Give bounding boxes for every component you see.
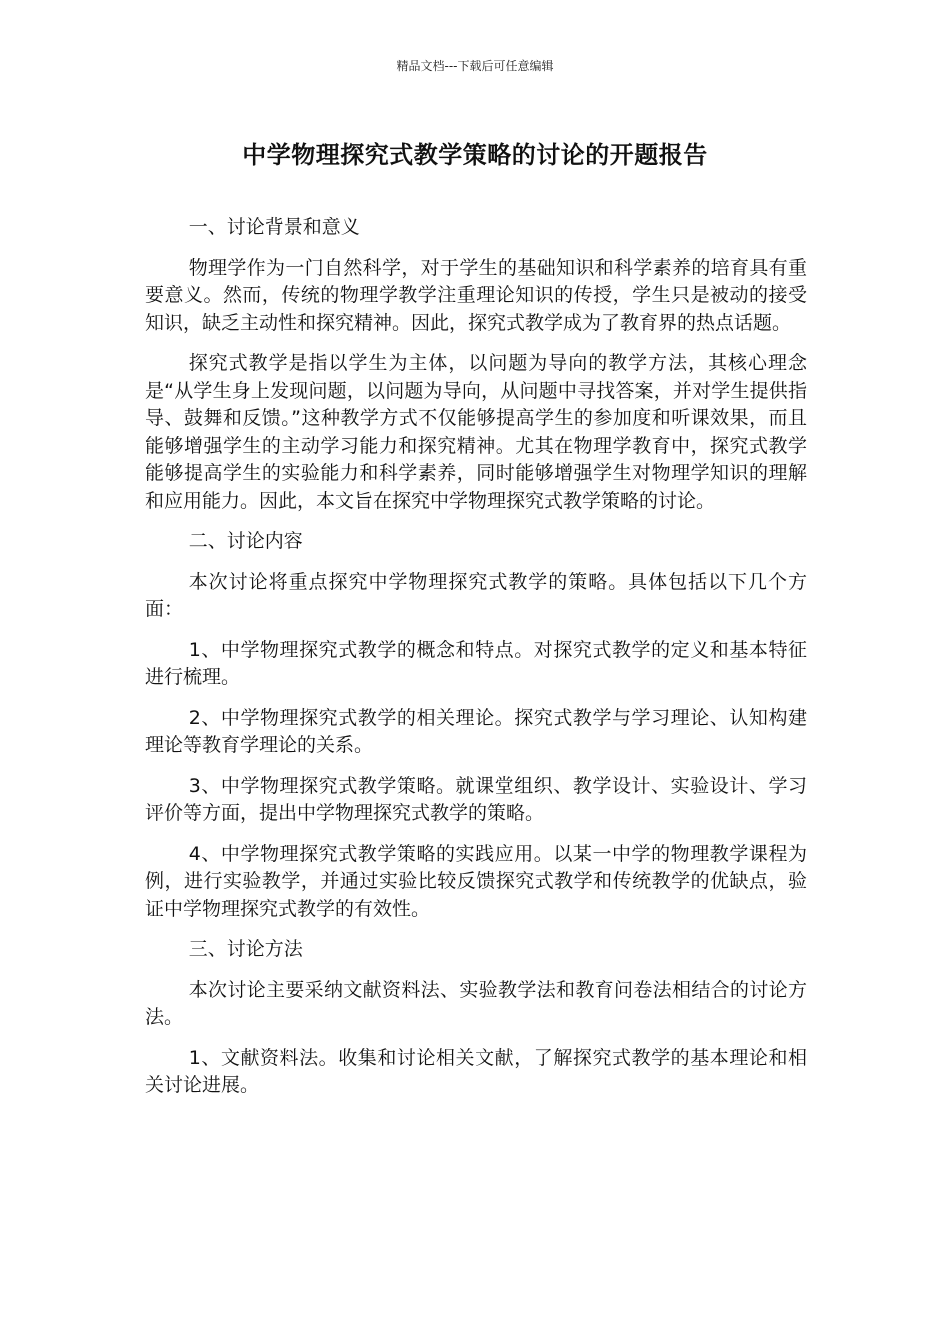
paragraph-methods-intro: 本次讨论主要采纳文献资料法、实验教学法和教育问卷法相结合的讨论方法。 bbox=[145, 978, 807, 1028]
section-heading-background: 一、讨论背景和意义 bbox=[188, 216, 360, 238]
document-body bbox=[145, 214, 807, 1113]
section-heading-content: 二、讨论内容 bbox=[188, 530, 303, 552]
list-item-methods-1: 1、文献资料法。收集和讨论相关文献，了解探究式教学的基本理论和相关讨论进展。 bbox=[145, 1046, 807, 1096]
list-item-content-1: 1、中学物理探究式教学的概念和特点。对探究式教学的定义和基本特征进行梳理。 bbox=[145, 638, 807, 688]
paragraph-content-intro: 本次讨论将重点探究中学物理探究式教学的策略。具体包括以下几个方面： bbox=[145, 570, 807, 620]
list-item-content-3: 3、中学物理探究式教学策略。就课堂组织、教学设计、实验设计、学习评价等方面，提出中学物理探究式教学的策略。 bbox=[145, 774, 807, 824]
list-item-content-4: 4、中学物理探究式教学策略的实践应用。以某一中学的物理教学课程为例，进行实验教学，并通过实验比较反馈探究式教学和传统教学的优缺点，验证中学物理探究式教学的有效性。 bbox=[145, 842, 807, 920]
paragraph-background-1: 物理学作为一门自然科学，对于学生的基础知识和科学素养的培育具有重要意义。然而，传统的物理学教学注重理论知识的传授，学生只是被动的接受知识，缺乏主动性和探究精神。因此，探究式教学成为了教育界的热点话题。 bbox=[145, 256, 807, 334]
paragraph-background-2: 探究式教学是指以学生为主体，以问题为导向的教学方法，其核心理念是“从学生身上发现问题，以问题为导向，从问题中寻找答案，并对学生提供指导、鼓舞和反馈。”这种教学方式不仅能够提高学生的参加度和听课效果，而且能够增强学生的主动学习能力和探究精神。尤其在物理学教育中，探究式教学能够提高学生的实验能力和科学素养，同时能够增强学生对物理学知识的理解和应用能力。因此，本文旨在探究中学物理探究式教学策略的讨论。 bbox=[145, 352, 807, 512]
list-item-content-2: 2、中学物理探究式教学的相关理论。探究式教学与学习理论、认知构建理论等教育学理论的关系。 bbox=[145, 706, 807, 756]
header-note: 精品文档---下载后可任意编辑 bbox=[396, 59, 554, 73]
document-title: 中学物理探究式教学策略的讨论的开题报告 bbox=[242, 141, 708, 169]
section-heading-methods: 三、讨论方法 bbox=[188, 938, 303, 960]
